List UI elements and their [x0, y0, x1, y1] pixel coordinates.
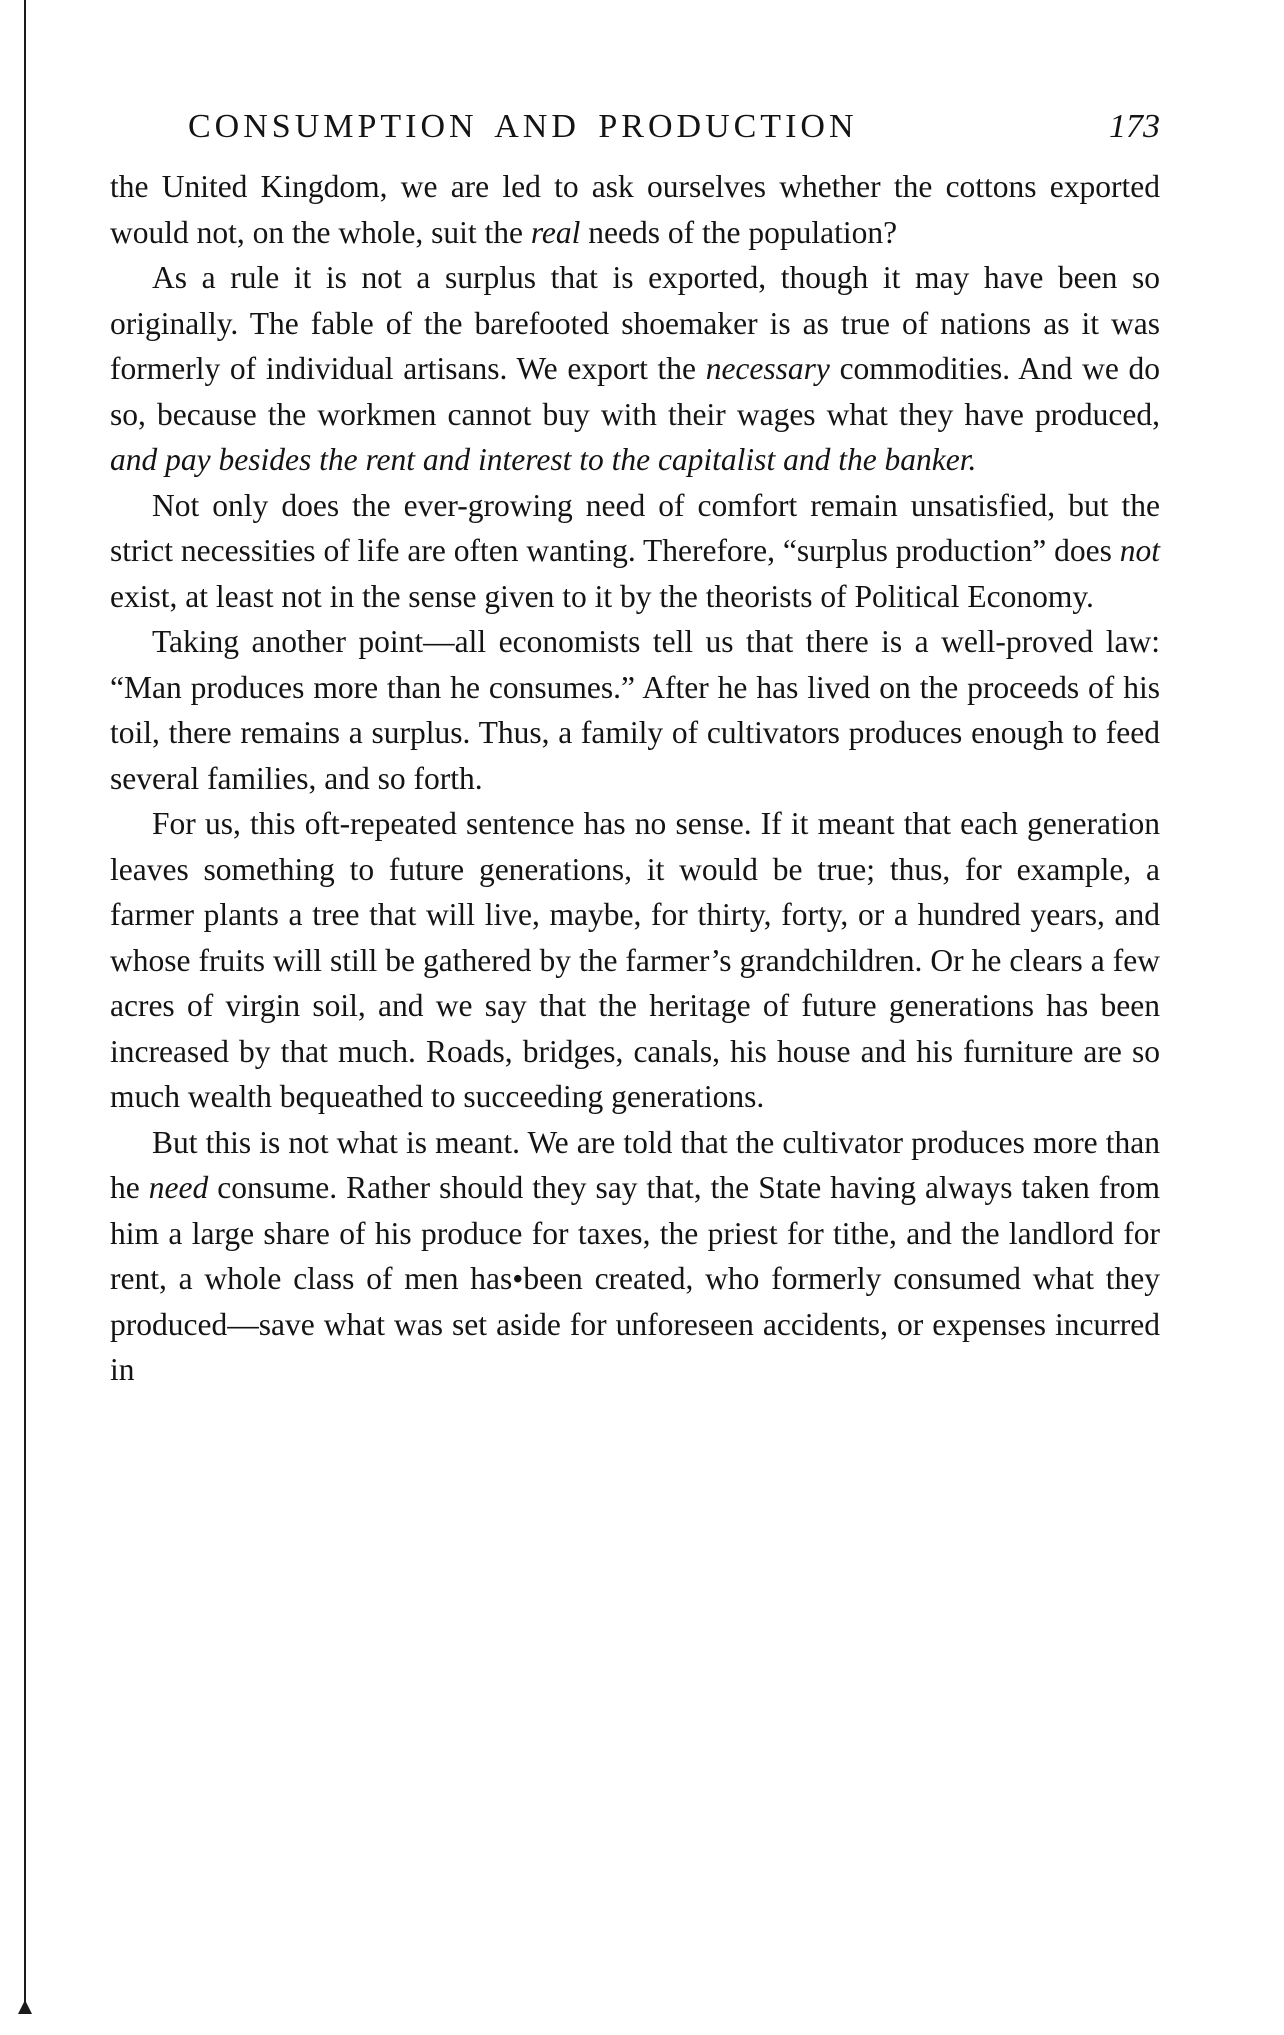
running-head-title: CONSUMPTION AND PRODUCTION: [188, 108, 858, 145]
text-run: Taking another point—all economists tell us that there is a well-proved law: “Man produces more than he consumes.” After he has lived on the proceeds of his toil, there remains a surplus. Thus, a family of cultivators produces enough to feed several families, and so forth.: [110, 624, 1160, 796]
text-run: For us, this oft-repeated sentence has no sense. If it meant that each generation leaves something to future generations, it would be true; thus, for example, a farmer plants a tree that will live, maybe, for thirty, forty, or a hundred years, and whose fruits will still be gathered by the farmer’s grandchildren. Or he clears a few acres of virgin soil, and we say that the heritage of future generations has been increased by that much. Roads, bridges, canals, his house and his furniture are so much wealth bequeathed to succeeding generations.: [110, 806, 1160, 1114]
italic-text: and pay besides the rent and interest to the capitalist and the banker.: [110, 442, 977, 477]
binding-mark: [18, 2000, 32, 2014]
page-number: 173: [1109, 108, 1160, 145]
italic-text: need: [148, 1170, 209, 1205]
text-run: But this is not what is meant. We are told that the cultivator produces more than he: [110, 1124, 1160, 1205]
text-run: the United Kingdom, we are led to ask ourselves whether the cottons exported would not, on the whole, suit the: [110, 169, 1160, 250]
running-head: [110, 100, 1160, 160]
book-page: [110, 100, 1160, 1393]
text-run: Not only does the ever-growing need of comfort remain unsatisfied, but the strict necessities of life are often wanting. Therefore, “surplus production” does: [110, 487, 1160, 568]
paragraph: [110, 619, 1160, 801]
paragraph: [110, 255, 1160, 483]
italic-text: necessary: [705, 351, 830, 386]
text-run: commodities. And we do so, because the workmen cannot buy with their wages what they have produced,: [110, 351, 1160, 432]
italic-text: real: [530, 214, 581, 250]
paragraph: [110, 801, 1160, 1120]
text-run: consume. Rather should they say that, the State having always taken from him a large share of his produce for taxes, the priest for tithe, and the landlord for rent, a whole class of men has•been created, who formerly consumed what they produced—save what was set aside for unforeseen accidents, or expenses incurred in: [110, 1170, 1160, 1387]
text-run: needs of the population?: [580, 214, 898, 250]
paragraph: [110, 483, 1160, 620]
paragraph: [110, 164, 1160, 255]
italic-text: not: [1119, 533, 1160, 568]
text-run: As a rule it is not a surplus that is exported, though it may have been so originally. The fable of the barefooted shoemaker is as true of nations as it was formerly of individual artisans. We export the: [110, 260, 1160, 386]
paragraph: [110, 1120, 1160, 1393]
text-run: exist, at least not in the sense given to it by the theorists of Political Economy.: [110, 578, 1094, 614]
binding-rule: [24, 0, 26, 2008]
